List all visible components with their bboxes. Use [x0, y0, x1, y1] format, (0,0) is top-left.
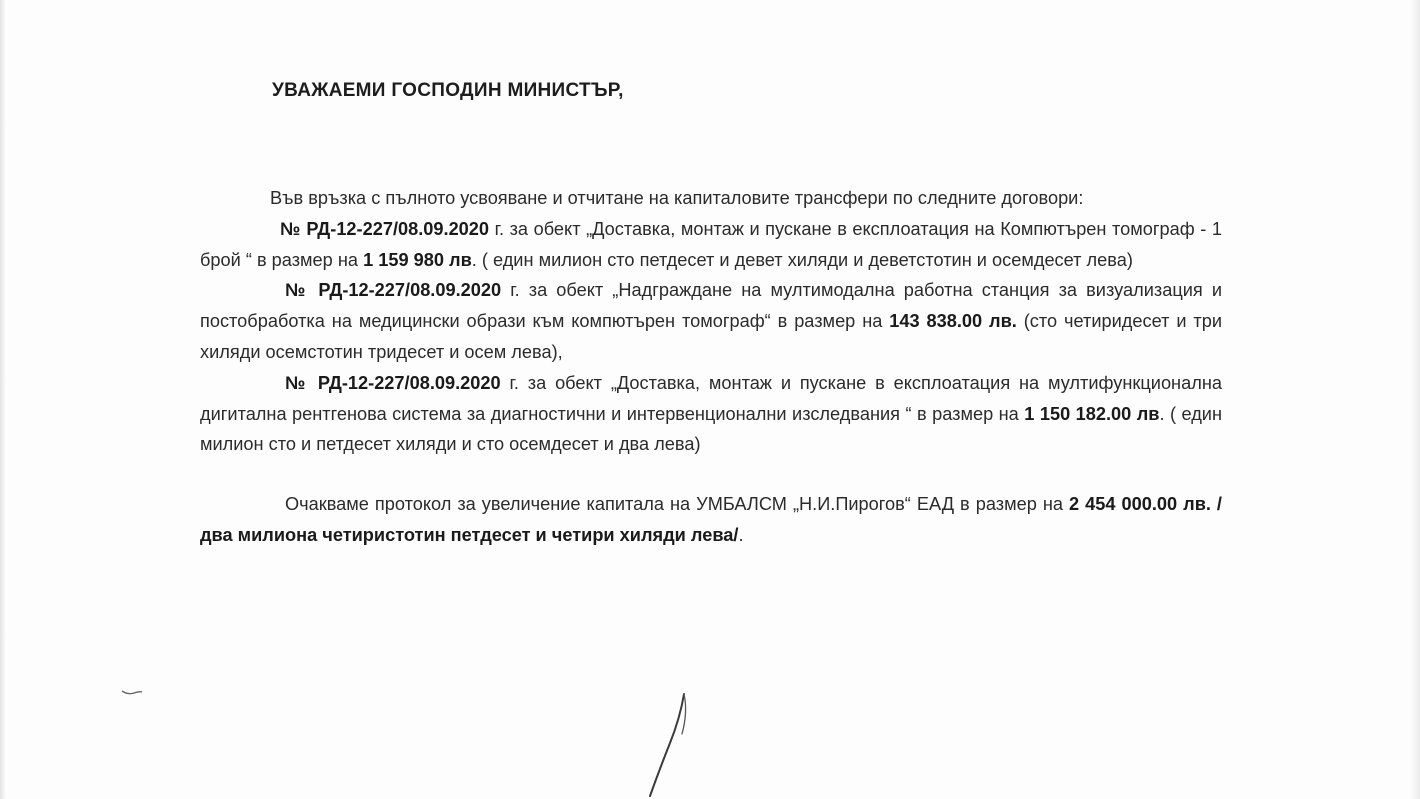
- scan-shadow-right: [1410, 0, 1420, 799]
- contract-amount-words: . ( един милион сто петдесет и девет хиляди и деветстотин и осемдесет лева): [471, 249, 1133, 270]
- contract-amount: 143 838.00 лв.: [889, 311, 1017, 332]
- contract-item-2: [200, 275, 1222, 367]
- pen-tick-mark: [120, 686, 144, 698]
- letter-body: [200, 183, 1222, 551]
- contract-amount-words: . ( един милион сто и петдесет хиляди и сто осемдесет и два лева): [200, 403, 1223, 455]
- letter-intro: Във връзка с пълното усвояване и отчитане на капиталовите трансфери по следните договори:: [270, 188, 1084, 208]
- letter-salutation: УВАЖАЕМИ ГОСПОДИН МИНИСТЪР,: [272, 80, 624, 101]
- contract-description: г. за обект „Доставка, монтаж и пускане в експлоатация на Компютърен томограф - 1 брой “ в размер на: [200, 218, 1222, 270]
- contract-description: г. за обект „Доставка, монтаж и пускане в експлоатация на мултифункционална дигитална рентгенова система за диагностични и интервенционални изследвания “ в размер на: [200, 372, 1222, 424]
- scan-shadow-left: [0, 0, 6, 799]
- contract-item-3: [200, 368, 1222, 460]
- signature-stroke: [626, 688, 706, 799]
- contract-amount: 1 150 182.00 лв: [1024, 403, 1160, 424]
- contract-number: № РД-12-227/08.09.2020: [280, 218, 490, 239]
- closing-text: Очакваме протокол за увеличение капитала на УМБАЛСМ „Н.И.Пирогов“ ЕАД в размер на: [285, 494, 1070, 515]
- contract-description: г. за обект „Надграждане на мултимодална работна станция за визуализация и постобработка на медицински образи към компютърен томограф“ в размер на: [200, 280, 1222, 332]
- contract-amount: 1 159 980 лв: [363, 249, 472, 270]
- contract-number: № РД-12-227/08.09.2020: [285, 280, 502, 301]
- closing-end: .: [738, 524, 744, 545]
- contract-item-1: [200, 214, 1222, 276]
- closing-amount: 2 454 000.00 лв. /два милиона четиристотин петдесет и четири хиляди лева/: [200, 494, 1222, 545]
- letter-closing: [200, 489, 1222, 551]
- contract-number: № РД-12-227/08.09.2020: [285, 372, 501, 393]
- contract-amount-words: (сто четиридесет и три хиляди осемстотин тридесет и осем лева),: [200, 311, 1222, 362]
